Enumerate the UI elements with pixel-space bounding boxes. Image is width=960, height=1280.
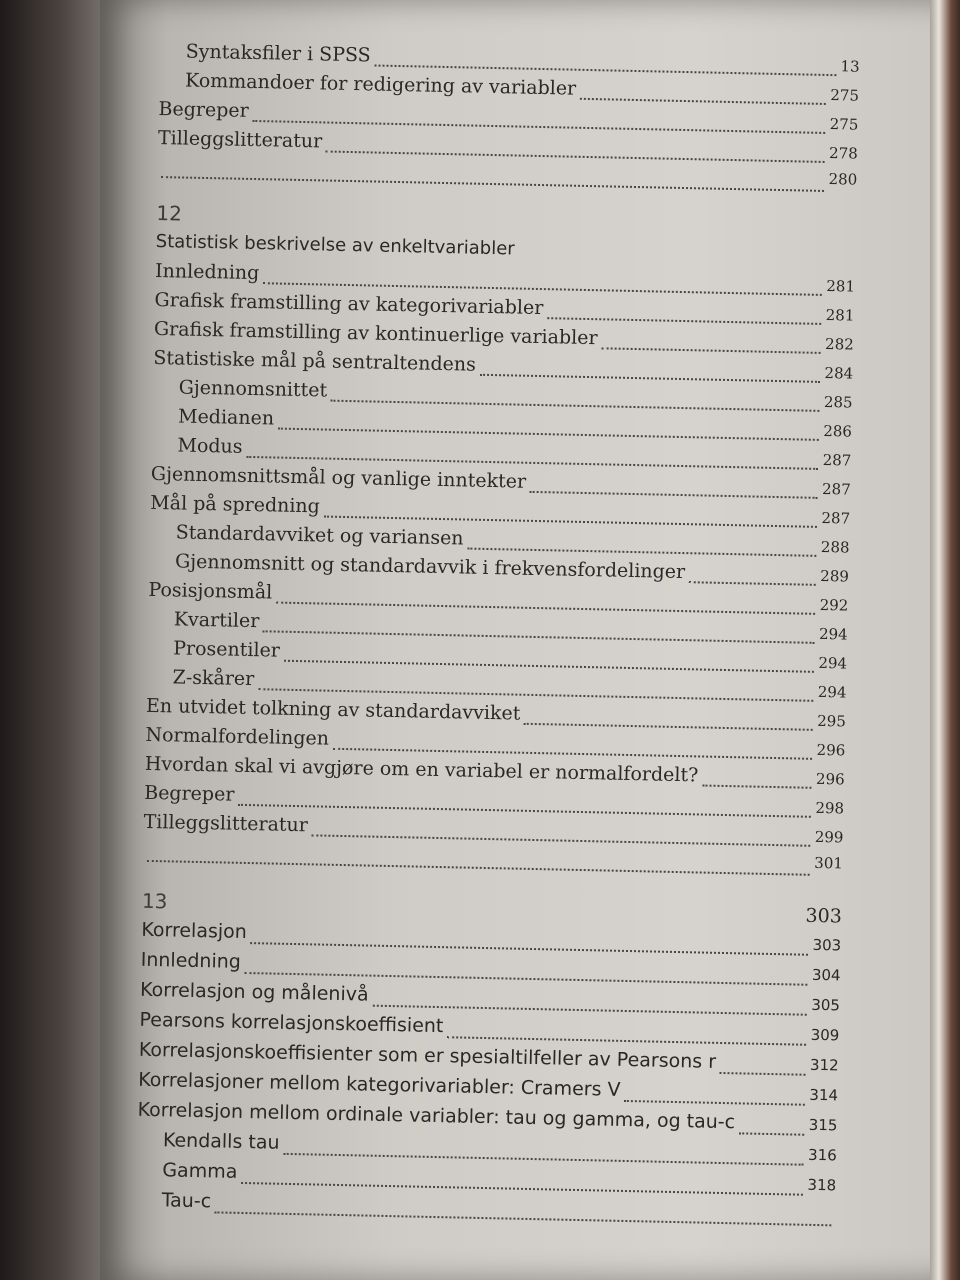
dot-leader (624, 1100, 805, 1106)
toc-entry-page: 275 (830, 86, 860, 105)
dot-leader (739, 1132, 805, 1135)
dot-leader (524, 723, 813, 731)
toc-entry-page: 294 (818, 624, 848, 644)
toc-entry-page: 304 (811, 965, 841, 985)
toc-entry-page: 286 (823, 421, 853, 441)
toc-entry-title: Gjennomsnittet (178, 376, 328, 402)
toc-entry-title: Gjennomsnitt og standardavvik i frekvensfordelinger (174, 550, 686, 584)
toc-entry-title: Grafisk framstilling av kategorivariabler (154, 288, 544, 320)
toc-entry-page: 303 (812, 935, 842, 955)
toc-entry-page: 299 (814, 827, 844, 847)
toc-entry-title: Korrelasjon mellom ordinale variabler: tau og gamma, og tau-c (137, 1098, 736, 1134)
toc-entry-title: Korrelasjoner mellom kategorivariabler: Cramers V (137, 1068, 621, 1101)
toc-entry-page: 298 (815, 798, 845, 818)
dot-leader (580, 98, 826, 105)
toc-entry-page: 287 (821, 479, 851, 499)
dot-leader (601, 347, 821, 354)
chapter-12-entries (143, 260, 855, 855)
toc-entry-page: 294 (817, 682, 847, 702)
toc-entry-title: Gjennomsnittsmål og vanlige inntekter (150, 462, 527, 493)
toc-entry-title: En utvidet tolkning av standardavviket (145, 694, 521, 725)
table-of-contents (135, 40, 860, 1233)
toc-entry-page: 305 (811, 995, 841, 1015)
toc-entry-page: 296 (815, 769, 845, 789)
toc-entry-page: 289 (820, 566, 850, 586)
toc-entry-title: Tau-c (161, 1189, 212, 1213)
toc-entry-page: 13 (840, 57, 860, 76)
toc-entry-title: Normalfordelingen (145, 723, 330, 750)
toc-entry-title: Statistiske mål på sentraltendens (153, 346, 477, 376)
toc-entry-page: 281 (825, 306, 855, 325)
toc-entry-title: Z-skårer (172, 666, 255, 691)
toc-entry-page: 315 (808, 1115, 838, 1135)
toc-entry-title: Kendalls tau (162, 1129, 280, 1154)
toc-entry-page: 285 (823, 392, 853, 412)
chapter-number-12: 12 (156, 200, 183, 226)
toc-entry-page: 287 (821, 508, 851, 528)
book-spine (0, 0, 110, 1280)
toc-entry-page: 275 (829, 115, 859, 134)
toc-entry-title: Korrelasjonskoeffisienter som er spesialtilfeller av Pearsons r (138, 1038, 717, 1073)
chapter-title-12: Statistisk beskrivelse av enkeltvariabler (155, 230, 515, 260)
toc-entry-page: 278 (828, 144, 858, 163)
toc-entry-page: 295 (817, 711, 847, 731)
toc-entry-page: 312 (809, 1055, 839, 1075)
toc-entry-title: Pearsons korrelasjonskoeffisient (139, 1008, 444, 1038)
toc-entry-page: 287 (822, 450, 852, 470)
toc-entry-page: 282 (824, 334, 854, 354)
toc-entry-title: Standardavviket og variansen (175, 521, 464, 550)
toc-entry-page: 281 (826, 277, 856, 296)
toc-entry-title: Kvartiler (173, 608, 260, 633)
toc-entry-title: Hvordan skal vi avgjøre om en variabel er normalfordelt? (144, 752, 699, 787)
toc-entry-title: Innledning (140, 948, 242, 973)
toc-trailing-page-top: 280 (157, 156, 857, 200)
dot-leader (447, 1036, 806, 1046)
toc-entry-title: Grafisk framstilling av kontinuerlige variabler (153, 317, 598, 350)
toc-entry-page: 318 (807, 1175, 837, 1195)
dot-leader (547, 317, 821, 325)
dot-leader (467, 548, 816, 557)
toc-entry-title: Gamma (162, 1159, 238, 1183)
toc-entry-title: Mål på spredning (150, 491, 321, 518)
chapter-page-13: 303 (805, 904, 843, 928)
toc-entry-page: 294 (818, 653, 848, 673)
toc-entry-page: 316 (807, 1145, 837, 1165)
toc-entry-title: Korrelasjon og målenivå (139, 978, 369, 1006)
toc-entry-title: Korrelasjon (141, 918, 248, 944)
dot-leader (702, 785, 812, 789)
toc-entry-page: 288 (820, 537, 850, 557)
toc-entry-page: 292 (819, 595, 849, 615)
toc-entry-page: 309 (810, 1025, 840, 1045)
dot-leader (689, 581, 816, 586)
top-entries (158, 40, 860, 171)
toc-entry-title: Innledning (154, 259, 260, 285)
toc-trailing-page-12: 301 (143, 840, 843, 884)
toc-entry-title: Syntaksfiler i SPSS (185, 40, 371, 67)
toc-entry-page: 296 (816, 740, 846, 760)
chapter-13-block (135, 889, 842, 1234)
toc-entry-title: Medianen (177, 405, 275, 430)
toc-entry-title: Modus (177, 434, 243, 458)
toc-entry-page: 284 (824, 363, 854, 383)
dot-leader (720, 1072, 806, 1076)
toc-entry-title: Begreper (143, 781, 235, 806)
chapter-13-entries (135, 919, 841, 1234)
chapter-number-13: 13 (141, 888, 168, 914)
toc-entry-title: Posisjonsmål (148, 578, 273, 604)
page-edge (930, 0, 960, 1280)
toc-entry-title: Tilleggslitteratur (143, 810, 309, 837)
dot-leader (530, 491, 818, 499)
toc-entry-title: Begreper (158, 97, 249, 122)
toc-entry-title: Kommandoer for redigering av variabler (184, 69, 577, 100)
toc-entry-title: Prosentiler (173, 637, 281, 662)
toc-entry-page: 314 (809, 1085, 839, 1105)
dot-leader (480, 374, 821, 383)
toc-entry-title: Tilleggslitteratur (157, 126, 323, 153)
